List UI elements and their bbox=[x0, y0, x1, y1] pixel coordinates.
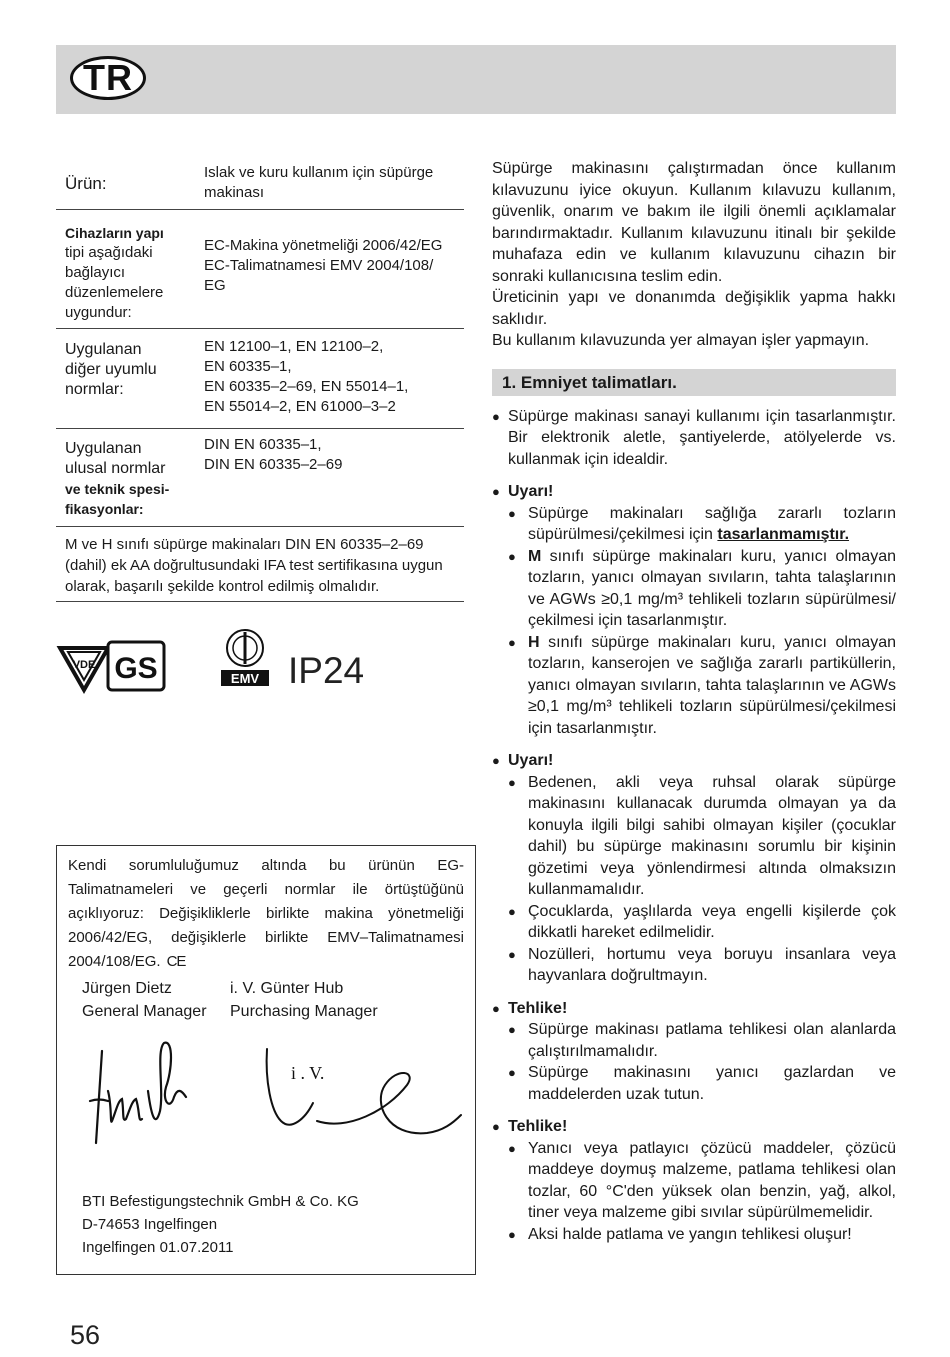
signer2-title: Purchasing Manager bbox=[230, 1003, 378, 1020]
list-item-text: Süpürge makinası sanayi kullanımı için tasarlanmıştır. Bir elektronik aletle, şantiyelerde, atölyelerde vs. kullanmak için idealdir. bbox=[508, 407, 896, 468]
harmonised-value: EN 12100–1, EN 12100–2, EN 60335–1, EN 60335–2–69, EN 55014–1, EN 55014–2, EN 61000–3–2 bbox=[204, 338, 409, 415]
spec-row-product bbox=[56, 155, 464, 210]
svg-text:VDE: VDE bbox=[72, 659, 96, 671]
list-item-text: Nozülleri, hortumu veya boruyu insanlara veya hayvanlara doğrultmayın. bbox=[528, 945, 896, 984]
class-letter: H bbox=[528, 633, 540, 651]
bullet-icon: ● bbox=[492, 753, 500, 768]
spec-row-conformity bbox=[56, 210, 464, 329]
company-name: BTI Befestigungstechnik GmbH & Co. KG bbox=[82, 1193, 359, 1210]
country-badge: TR bbox=[70, 56, 146, 100]
list-item-text: sınıfı süpürge makinaları kuru, yanıcı olmayan tozların, yanıcı olmayan sıvıların, tahta talaşlarının ve AGWs ≥0,1 mg/m³ tehlikeli tozların süpürülmesi/çekilmesi için tasarlanmıştır. bbox=[528, 547, 896, 629]
list-item-text: Çocuklarda, yaşlılarda veya engelli kişilerde çok dikkatli hareket edilmelidir. bbox=[528, 902, 896, 941]
list-item-text: Yanıcı veya patlayıcı çözücü maddeler, çözücü maddeye doymuş malzeme, patlama tehlikesi olan tozlar, 60 °C'den yüksek olan benzin, yağ, alkol, tiner veya malzeme gibi sıvılar süpürülmemelidir. bbox=[528, 1139, 896, 1221]
warning-heading bbox=[492, 750, 896, 772]
conformity-label-line4: düzenlemelere bbox=[65, 284, 164, 301]
signer1 bbox=[82, 977, 207, 1023]
harmonised-label: Uygulanan diğer uyumlu normlar: bbox=[65, 341, 157, 398]
bullet-icon: ● bbox=[508, 774, 516, 790]
list-item-text: Süpürge makinaları sağlığa zararlı tozların süpürülmesi/çekilmesi için bbox=[528, 504, 896, 543]
bullet-icon: ● bbox=[508, 903, 516, 919]
bullet-icon: ● bbox=[508, 1065, 516, 1080]
vde-emv-logo bbox=[219, 624, 275, 694]
intro-paragraph: Süpürge makinasını çalıştırmadan önce kullanım kılavuzunu iyice okuyun. Kullanım kılavuzu kullanım, güvenlik, onarım ve bakım ile ilgili önemli açıklamalar barındırmaktadır. Kullanım kılavuzunu itinalı bir şekilde muhafaza edin ve kullanım kılavuzunu cihazın bir sonraki kullanıcısına teslim edin. bbox=[492, 160, 896, 285]
spec-row-harmonised bbox=[56, 329, 464, 429]
ip-rating: IP24 bbox=[288, 650, 365, 691]
signer1-title: General Manager bbox=[82, 1003, 207, 1020]
list-item bbox=[492, 406, 896, 471]
national-value: DIN EN 60335–1, DIN EN 60335–2–69 bbox=[204, 436, 343, 473]
bullet-icon: ● bbox=[508, 946, 516, 962]
bullet-icon: ● bbox=[508, 548, 516, 564]
list-item bbox=[508, 1138, 896, 1224]
danger-label: Tehlike! bbox=[508, 1118, 568, 1135]
signer1-name: Jürgen Dietz bbox=[82, 980, 172, 997]
svg-text:GS: GS bbox=[114, 652, 158, 685]
bullet-icon: ● bbox=[508, 505, 516, 521]
mh-class-note: M ve H sınıfı süpürge makinaları DIN EN 60335–2–69 (dahil) ek AA doğrultusundaki IFA test sertifikasına uygun olarak, başarılı şekilde kontrol edilmiş olmalıdır. bbox=[65, 536, 443, 595]
spec-table bbox=[56, 155, 464, 527]
list-item bbox=[508, 546, 896, 632]
declaration-text bbox=[68, 854, 464, 974]
list-item bbox=[508, 1019, 896, 1062]
conformity-label bbox=[56, 223, 204, 328]
conformity-label-line3: bağlayıcı bbox=[65, 264, 126, 281]
emphasis-text: tasarlanmamıştır. bbox=[717, 526, 850, 543]
national-label-bold: ve teknik spesi- fikasyonlar: bbox=[65, 481, 170, 517]
product-label: Ürün: bbox=[65, 174, 107, 193]
declaration-box bbox=[56, 845, 476, 1275]
bullet-icon: ● bbox=[508, 634, 516, 650]
signer2-name: i. V. Günter Hub bbox=[230, 980, 344, 997]
bullet-icon: ● bbox=[492, 1119, 500, 1134]
certification-logos bbox=[56, 620, 476, 700]
section-heading: 1. Emniyet talimatları. bbox=[492, 369, 896, 396]
list-item-text: Bedenen, akli veya ruhsal olarak süpürge makinasını kullanacak durumda olmayan ya da konuyla ilgili bilgi sahibi olmayan kişiler (çocuklar dahil) bu süpürge makinasını sorumlu bir kişinin gözetimi veya yönlendirmesi altında olmaksızın kullanmamalıdır. bbox=[528, 773, 896, 898]
signature-dietz bbox=[82, 1031, 222, 1151]
conformity-label-line5: uygundur: bbox=[65, 304, 132, 321]
bullet-icon: ● bbox=[508, 1140, 516, 1156]
company-address: D-74653 Ingelfingen bbox=[82, 1216, 218, 1233]
intro-warning: Bu kullanım kılavuzunda yer almayan işler yapmayın. bbox=[492, 332, 870, 349]
vde-gs-logo bbox=[56, 630, 196, 700]
bullet-icon: ● bbox=[492, 1000, 500, 1016]
conformity-value: EC-Makina yönetmeliği 2006/42/EG EC-Talimatnamesi EMV 2004/108/ EG bbox=[204, 237, 443, 294]
bullet-icon: ● bbox=[492, 408, 500, 424]
list-item-text: Aksi halde patlama ve yangın tehlikesi oluşur! bbox=[528, 1225, 852, 1243]
list-item bbox=[508, 772, 896, 901]
place-date: Ingelfingen 01.07.2011 bbox=[82, 1239, 234, 1256]
list-item-text: sınıfı süpürge makinaları kuru, yanıcı olmayan tozların, kanserojen ve sağlığa zararlı partiküllerin, yanıcı olmayan sıvıların, tahta talaşlarının ve AGWs ≥0,1 mg/m³ tehlikeli tozların süpürülmesi/çekilmesi için tasarlanmıştır. bbox=[528, 633, 896, 737]
bullet-icon: ● bbox=[492, 484, 500, 499]
intro-rights: Üreticinin yapı ve donanımda değişiklik yapma hakkı saklıdır. bbox=[492, 289, 896, 328]
divider bbox=[56, 601, 464, 602]
svg-text:EMV: EMV bbox=[230, 671, 260, 686]
warning-label: Uyarı! bbox=[508, 752, 554, 769]
warning-heading bbox=[492, 481, 896, 503]
company-block bbox=[82, 1190, 359, 1259]
page-number: 56 bbox=[70, 1320, 101, 1350]
signer2 bbox=[230, 977, 378, 1023]
warning-label: Uyarı! bbox=[508, 483, 554, 500]
spec-row-national bbox=[56, 429, 464, 527]
header-bar bbox=[56, 45, 896, 114]
danger-label: Tehlike! bbox=[508, 999, 568, 1017]
class-letter: M bbox=[528, 547, 542, 565]
declaration-body: Kendi sorumluluğumuz altında bu ürünün EG-Talimatnameleri ve geçerli normlar ile örtüştüğünü açıklıyoruz: Değişikliklerle birlikte makina yönetmeliği 2006/42/EG, değişiklerle birlikte EMV–Talimatnamesi 2004/108/EG. bbox=[68, 857, 464, 970]
safety-instructions bbox=[492, 158, 896, 1245]
conformity-label-line2: tipi aşağıdaki bbox=[65, 244, 153, 261]
list-item bbox=[508, 1224, 896, 1246]
signature-hub bbox=[257, 1041, 467, 1151]
list-item bbox=[508, 632, 896, 740]
list-item-text: Süpürge makinasını yanıcı gazlardan ve maddelerden uzak tutun. bbox=[528, 1064, 896, 1103]
list-item bbox=[508, 901, 896, 944]
bullet-icon: ● bbox=[508, 1022, 516, 1037]
ce-mark: CE bbox=[166, 953, 186, 970]
bullet-icon: ● bbox=[508, 1226, 516, 1242]
conformity-label-line1: Cihazların yapı bbox=[65, 225, 164, 241]
danger-heading bbox=[492, 998, 896, 1020]
list-item bbox=[508, 944, 896, 987]
list-item bbox=[508, 1062, 896, 1105]
list-item bbox=[508, 503, 896, 546]
list-item-text: Süpürge makinası patlama tehlikesi olan alanlarda çalıştırılmamalıdır. bbox=[528, 1021, 896, 1060]
national-label: Uygulanan ulusal normlar bbox=[65, 440, 166, 477]
svg-text:i . V.: i . V. bbox=[291, 1063, 325, 1083]
product-value: Islak ve kuru kullanım için süpürge makinası bbox=[204, 164, 434, 201]
danger-heading bbox=[492, 1116, 896, 1138]
